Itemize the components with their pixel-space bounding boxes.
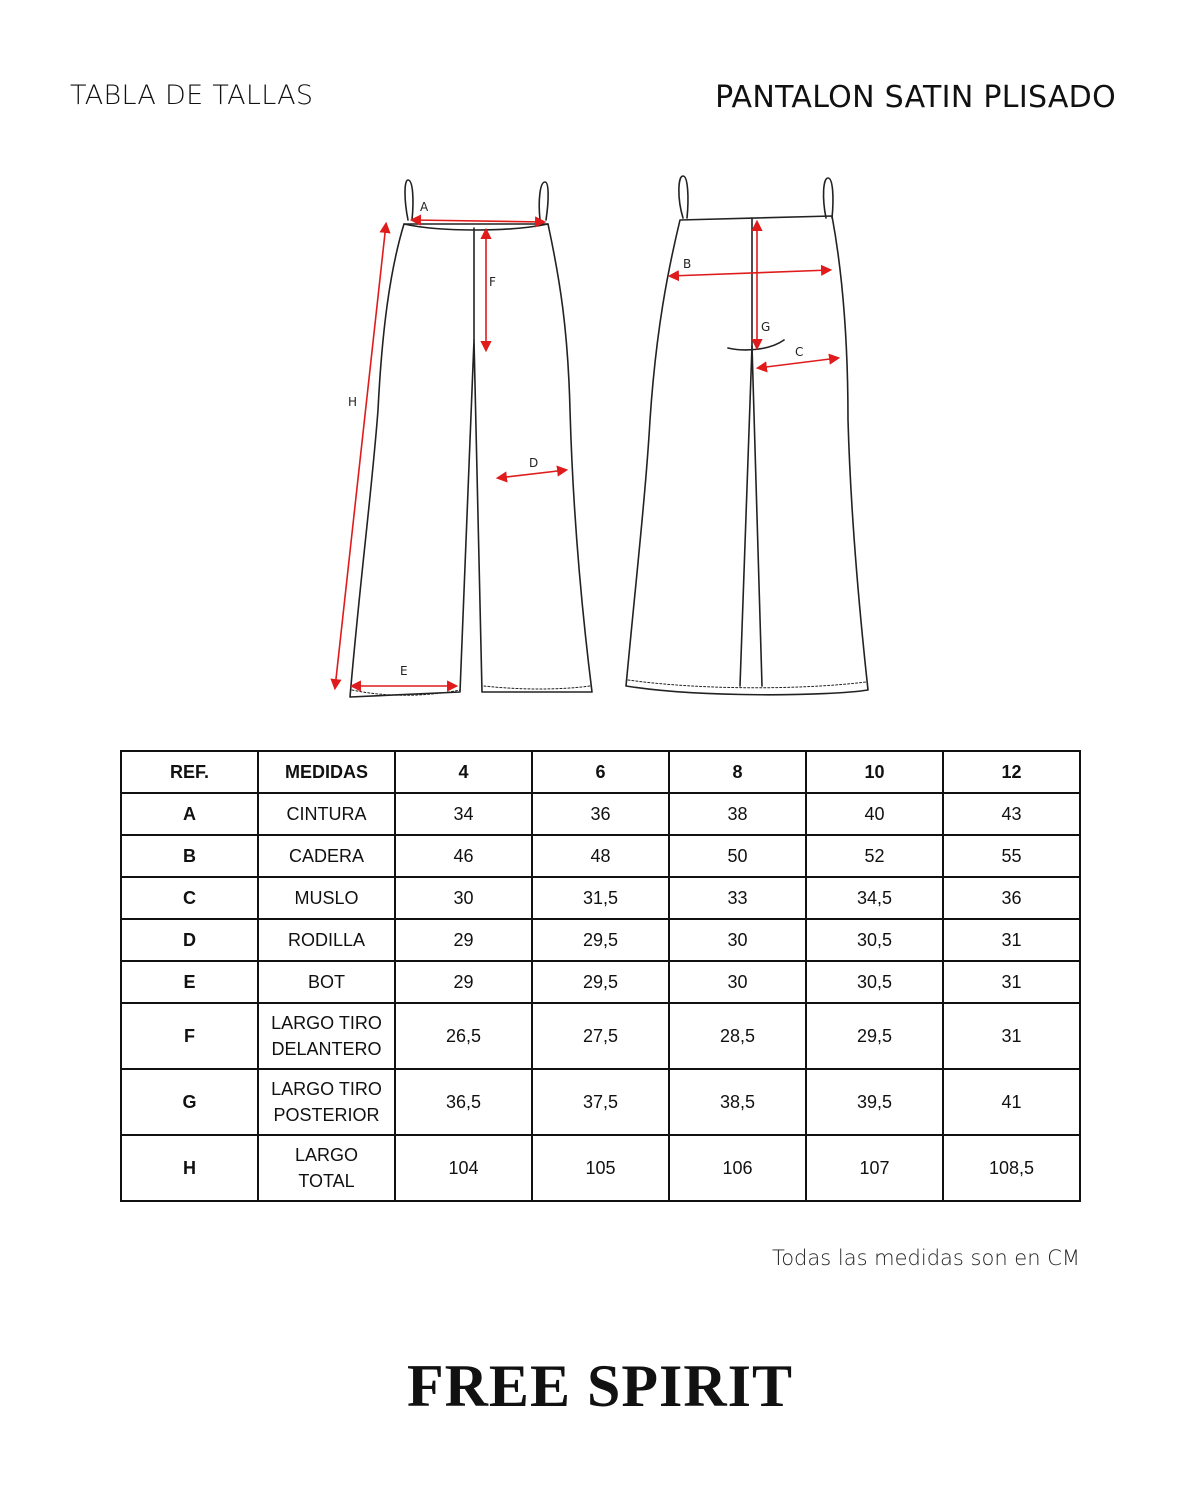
value-cell: 37,5 (532, 1069, 669, 1135)
measure-line: LARGO TIRO (271, 1079, 382, 1099)
measure-cell: CINTURA (258, 793, 395, 835)
value-cell: 29 (395, 919, 532, 961)
value-cell: 107 (806, 1135, 943, 1201)
label-C: C (795, 345, 804, 359)
label-H: H (348, 395, 358, 409)
size-table (120, 750, 1081, 1202)
arrow-A (412, 220, 544, 222)
label-E: E (400, 664, 408, 678)
arrow-D (498, 470, 566, 478)
value-cell: 31 (943, 1003, 1080, 1069)
value-cell: 30 (669, 961, 806, 1003)
ref-cell: H (121, 1135, 258, 1201)
value-cell: 34 (395, 793, 532, 835)
arrow-C (758, 358, 838, 368)
front-pants-drawing (350, 180, 592, 697)
table-row (121, 1003, 1080, 1069)
col-header: MEDIDAS (258, 751, 395, 793)
value-cell: 38 (669, 793, 806, 835)
value-cell: 29 (395, 961, 532, 1003)
col-header: 12 (943, 751, 1080, 793)
table-row (121, 1069, 1080, 1135)
value-cell: 28,5 (669, 1003, 806, 1069)
value-cell: 33 (669, 877, 806, 919)
pants-diagram (0, 160, 1200, 720)
measure-cell: RODILLA (258, 919, 395, 961)
col-header: 6 (532, 751, 669, 793)
ref-cell: G (121, 1069, 258, 1135)
value-cell: 29,5 (532, 919, 669, 961)
ref-cell: B (121, 835, 258, 877)
label-D: D (529, 456, 539, 470)
back-pants-drawing (626, 176, 868, 695)
value-cell: 38,5 (669, 1069, 806, 1135)
value-cell: 34,5 (806, 877, 943, 919)
size-chart-title: TABLA DE TALLAS (70, 80, 314, 111)
value-cell: 40 (806, 793, 943, 835)
value-cell: 29,5 (532, 961, 669, 1003)
col-header: 10 (806, 751, 943, 793)
value-cell: 52 (806, 835, 943, 877)
col-header: 8 (669, 751, 806, 793)
label-B: B (683, 257, 692, 271)
value-cell: 43 (943, 793, 1080, 835)
value-cell: 31 (943, 961, 1080, 1003)
measure-cell (258, 1135, 395, 1201)
units-note: Todas las medidas son en CM (771, 1246, 1080, 1270)
table-row (121, 919, 1080, 961)
measure-cell (258, 1069, 395, 1135)
label-F: F (489, 275, 496, 289)
measure-cell: MUSLO (258, 877, 395, 919)
measure-cell (258, 1003, 395, 1069)
measure-cell: CADERA (258, 835, 395, 877)
measure-line: POSTERIOR (273, 1105, 380, 1125)
value-cell: 30,5 (806, 919, 943, 961)
col-header: REF. (121, 751, 258, 793)
label-A: A (420, 200, 429, 214)
value-cell: 105 (532, 1135, 669, 1201)
measure-line: LARGO TIRO (271, 1013, 382, 1033)
value-cell: 36 (532, 793, 669, 835)
value-cell: 106 (669, 1135, 806, 1201)
ref-cell: C (121, 877, 258, 919)
col-header: 4 (395, 751, 532, 793)
arrow-H (335, 224, 386, 688)
value-cell: 50 (669, 835, 806, 877)
measure-line: LARGO (294, 1145, 359, 1165)
table-row (121, 793, 1080, 835)
ref-cell: A (121, 793, 258, 835)
value-cell: 55 (943, 835, 1080, 877)
value-cell: 30 (395, 877, 532, 919)
product-title: PANTALON SATIN PLISADO (715, 80, 1116, 115)
table-header-row (121, 751, 1080, 793)
measure-line: TOTAL (298, 1171, 355, 1191)
value-cell: 108,5 (943, 1135, 1080, 1201)
value-cell: 48 (532, 835, 669, 877)
value-cell: 36,5 (395, 1069, 532, 1135)
value-cell: 46 (395, 835, 532, 877)
value-cell: 27,5 (532, 1003, 669, 1069)
value-cell: 30,5 (806, 961, 943, 1003)
label-G: G (761, 320, 771, 334)
value-cell: 30 (669, 919, 806, 961)
table-row (121, 835, 1080, 877)
ref-cell: E (121, 961, 258, 1003)
value-cell: 41 (943, 1069, 1080, 1135)
value-cell: 31,5 (532, 877, 669, 919)
value-cell: 104 (395, 1135, 532, 1201)
table-row (121, 1135, 1080, 1201)
value-cell: 36 (943, 877, 1080, 919)
measure-line: DELANTERO (271, 1039, 382, 1059)
measure-cell: BOT (258, 961, 395, 1003)
arrow-B (670, 270, 830, 276)
value-cell: 26,5 (395, 1003, 532, 1069)
table-row (121, 961, 1080, 1003)
value-cell: 29,5 (806, 1003, 943, 1069)
ref-cell: F (121, 1003, 258, 1069)
brand-logo: FREE SPIRIT (406, 1353, 794, 1419)
value-cell: 39,5 (806, 1069, 943, 1135)
table-row (121, 877, 1080, 919)
ref-cell: D (121, 919, 258, 961)
value-cell: 31 (943, 919, 1080, 961)
